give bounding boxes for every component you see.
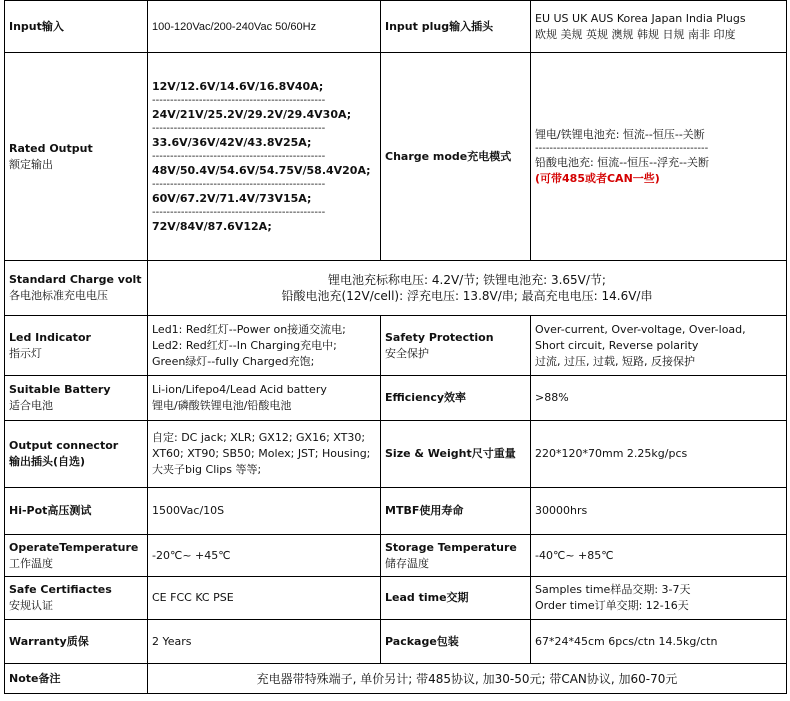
- charge-mode-label: Charge mode充电模式: [381, 53, 531, 261]
- rated-output-values: [148, 53, 381, 261]
- rated-output-separator: ------------------------------------------------: [152, 94, 326, 106]
- operate-temp-label-cn: 工作温度: [9, 556, 53, 570]
- connector-label-cn: 输出插头(自选): [9, 455, 86, 468]
- size-weight-value: 220*120*70mm 2.25kg/pcs: [531, 421, 787, 488]
- efficiency-label: Efficiency效率: [381, 376, 531, 421]
- rated-output-label-en: Rated Output: [9, 141, 93, 155]
- row-cert: [5, 577, 787, 620]
- input-plug-value: [531, 1, 787, 53]
- row-led: [5, 316, 787, 376]
- lead-time-line-2: Order time订单交期: 12-16天: [535, 599, 689, 612]
- standard-charge-label-cn: 各电池标准充电电压: [9, 289, 108, 302]
- spec-table: [4, 0, 787, 694]
- standard-charge-line-1: 锂电池充标称电压: 4.2V/节; 铁锂电池充: 3.65V/节;: [328, 273, 606, 287]
- charge-mode-note: (可带485或者CAN一些): [535, 171, 660, 185]
- safety-protection-value: [531, 316, 787, 376]
- warranty-value: 2 Years: [148, 620, 381, 664]
- package-label: Package包装: [381, 620, 531, 664]
- rated-output-separator: ------------------------------------------------: [152, 178, 326, 190]
- battery-label-en: Suitable Battery: [9, 383, 111, 396]
- led-line: Led1: Red红灯--Power on接通交流电;: [152, 322, 346, 336]
- efficiency-value: >88%: [531, 376, 787, 421]
- rated-output-value: 24V/21V/25.2V/29.2V/29.4V30A;: [152, 107, 352, 121]
- cert-value: CE FCC KC PSE: [148, 577, 381, 620]
- operate-temp-label: [5, 535, 148, 577]
- charge-mode-value: [531, 53, 787, 261]
- rated-output-value: 33.6V/36V/42V/43.8V25A;: [152, 135, 312, 149]
- led-label: [5, 316, 148, 376]
- lead-time-label: Lead time交期: [381, 577, 531, 620]
- battery-line-2: 锂电/磷酸铁锂电池/铅酸电池: [152, 399, 292, 412]
- row-hipot: [5, 488, 787, 535]
- safety-protection-label-cn: 安全保护: [385, 346, 429, 360]
- led-label-en: Led Indicator: [9, 330, 91, 344]
- size-weight-label: Size & Weight尺寸重量: [381, 421, 531, 488]
- row-standard-charge: [5, 261, 787, 316]
- row-input: [5, 1, 787, 53]
- standard-charge-value: [148, 261, 787, 316]
- rated-output-value: 12V/12.6V/14.6V/16.8V40A;: [152, 79, 324, 93]
- hipot-value: 1500Vac/10S: [148, 488, 381, 535]
- row-battery: [5, 376, 787, 421]
- rated-output-separator: ------------------------------------------------: [152, 150, 326, 162]
- rated-output-value: 72V/84V/87.6V12A;: [152, 219, 272, 233]
- connector-label-en: Output connector: [9, 439, 119, 452]
- safety-protection-line: Over-current, Over-voltage, Over-load,: [535, 322, 746, 336]
- charge-mode-separator: ------------------------------------------------: [535, 142, 709, 154]
- connector-line: 自定: DC jack; XLR; GX12; GX16; XT30;: [152, 431, 366, 444]
- input-label: Input输入: [5, 1, 148, 53]
- led-line: Green绿灯--fully Charged充饱;: [152, 354, 315, 368]
- connector-label: [5, 421, 148, 488]
- rated-output-label: [5, 53, 148, 261]
- input-plug-line-2: 欧规 美规 英规 澳规 韩规 日规 南非 印度: [535, 27, 736, 41]
- safety-protection-line: 过流, 过压, 过载, 短路, 反接保护: [535, 354, 695, 368]
- safety-protection-line: Short circuit, Reverse polarity: [535, 338, 699, 352]
- mtbf-value: 30000hrs: [531, 488, 787, 535]
- package-value: 67*24*45cm 6pcs/ctn 14.5kg/ctn: [531, 620, 787, 664]
- connector-value: [148, 421, 381, 488]
- rated-output-label-cn: 额定输出: [9, 157, 53, 171]
- note-label: Note备注: [5, 664, 148, 694]
- connector-line: 大夹子big Clips 等等;: [152, 463, 262, 476]
- charge-mode-line-2: 铅酸电池充: 恒流--恒压--浮充--关断: [535, 155, 710, 169]
- cert-label-en: Safe Certifiactes: [9, 583, 112, 596]
- row-note: [5, 664, 787, 694]
- storage-temp-label-en: Storage Temperature: [385, 540, 517, 554]
- storage-temp-label-cn: 储存温度: [385, 556, 429, 570]
- battery-line-1: Li-ion/Lifepo4/Lead Acid battery: [152, 383, 327, 396]
- mtbf-label: MTBF使用寿命: [381, 488, 531, 535]
- hipot-label: Hi-Pot高压测试: [5, 488, 148, 535]
- lead-time-value: [531, 577, 787, 620]
- charge-mode-line-1: 锂电/铁锂电池充: 恒流--恒压--关断: [535, 127, 705, 141]
- battery-label: [5, 376, 148, 421]
- rated-output-value: 60V/67.2V/71.4V/73V15A;: [152, 191, 312, 205]
- rated-output-value: 48V/50.4V/54.6V/54.75V/58.4V20A;: [152, 163, 371, 177]
- standard-charge-label: [5, 261, 148, 316]
- cert-label: [5, 577, 148, 620]
- input-value: 100-120Vac/200-240Vac 50/60Hz: [148, 1, 381, 53]
- rated-output-separator: ------------------------------------------------: [152, 122, 326, 134]
- input-plug-label: Input plug输入插头: [381, 1, 531, 53]
- led-label-cn: 指示灯: [9, 346, 42, 360]
- battery-value: [148, 376, 381, 421]
- row-connector: [5, 421, 787, 488]
- rated-output-separator: ------------------------------------------------: [152, 206, 326, 218]
- safety-protection-label-en: Safety Protection: [385, 330, 494, 344]
- led-value: [148, 316, 381, 376]
- row-rated-output: [5, 53, 787, 261]
- input-plug-line-1: EU US UK AUS Korea Japan India Plugs: [535, 11, 746, 25]
- standard-charge-label-en: Standard Charge volt: [9, 273, 142, 286]
- warranty-label: Warranty质保: [5, 620, 148, 664]
- safety-protection-label: [381, 316, 531, 376]
- row-warranty: [5, 620, 787, 664]
- cert-label-cn: 安规认证: [9, 599, 53, 612]
- operate-temp-label-en: OperateTemperature: [9, 540, 139, 554]
- connector-line: XT60; XT90; SB50; Molex; JST; Housing;: [152, 447, 371, 460]
- note-value: 充电器带特殊端子, 单价另计; 带485协议, 加30-50元; 带CAN协议, 加60-70元: [148, 664, 787, 694]
- battery-label-cn: 适合电池: [9, 399, 53, 412]
- standard-charge-line-2: 铅酸电池充(12V/cell): 浮充电压: 13.8V/串; 最高充电电压: 14.6V/串: [281, 289, 653, 303]
- operate-temp-value: -20℃~ +45℃: [148, 535, 381, 577]
- led-line: Led2: Red红灯--In Charging充电中;: [152, 338, 337, 352]
- storage-temp-value: -40℃~ +85℃: [531, 535, 787, 577]
- row-temperature: [5, 535, 787, 577]
- lead-time-line-1: Samples time样品交期: 3-7天: [535, 583, 691, 596]
- storage-temp-label: [381, 535, 531, 577]
